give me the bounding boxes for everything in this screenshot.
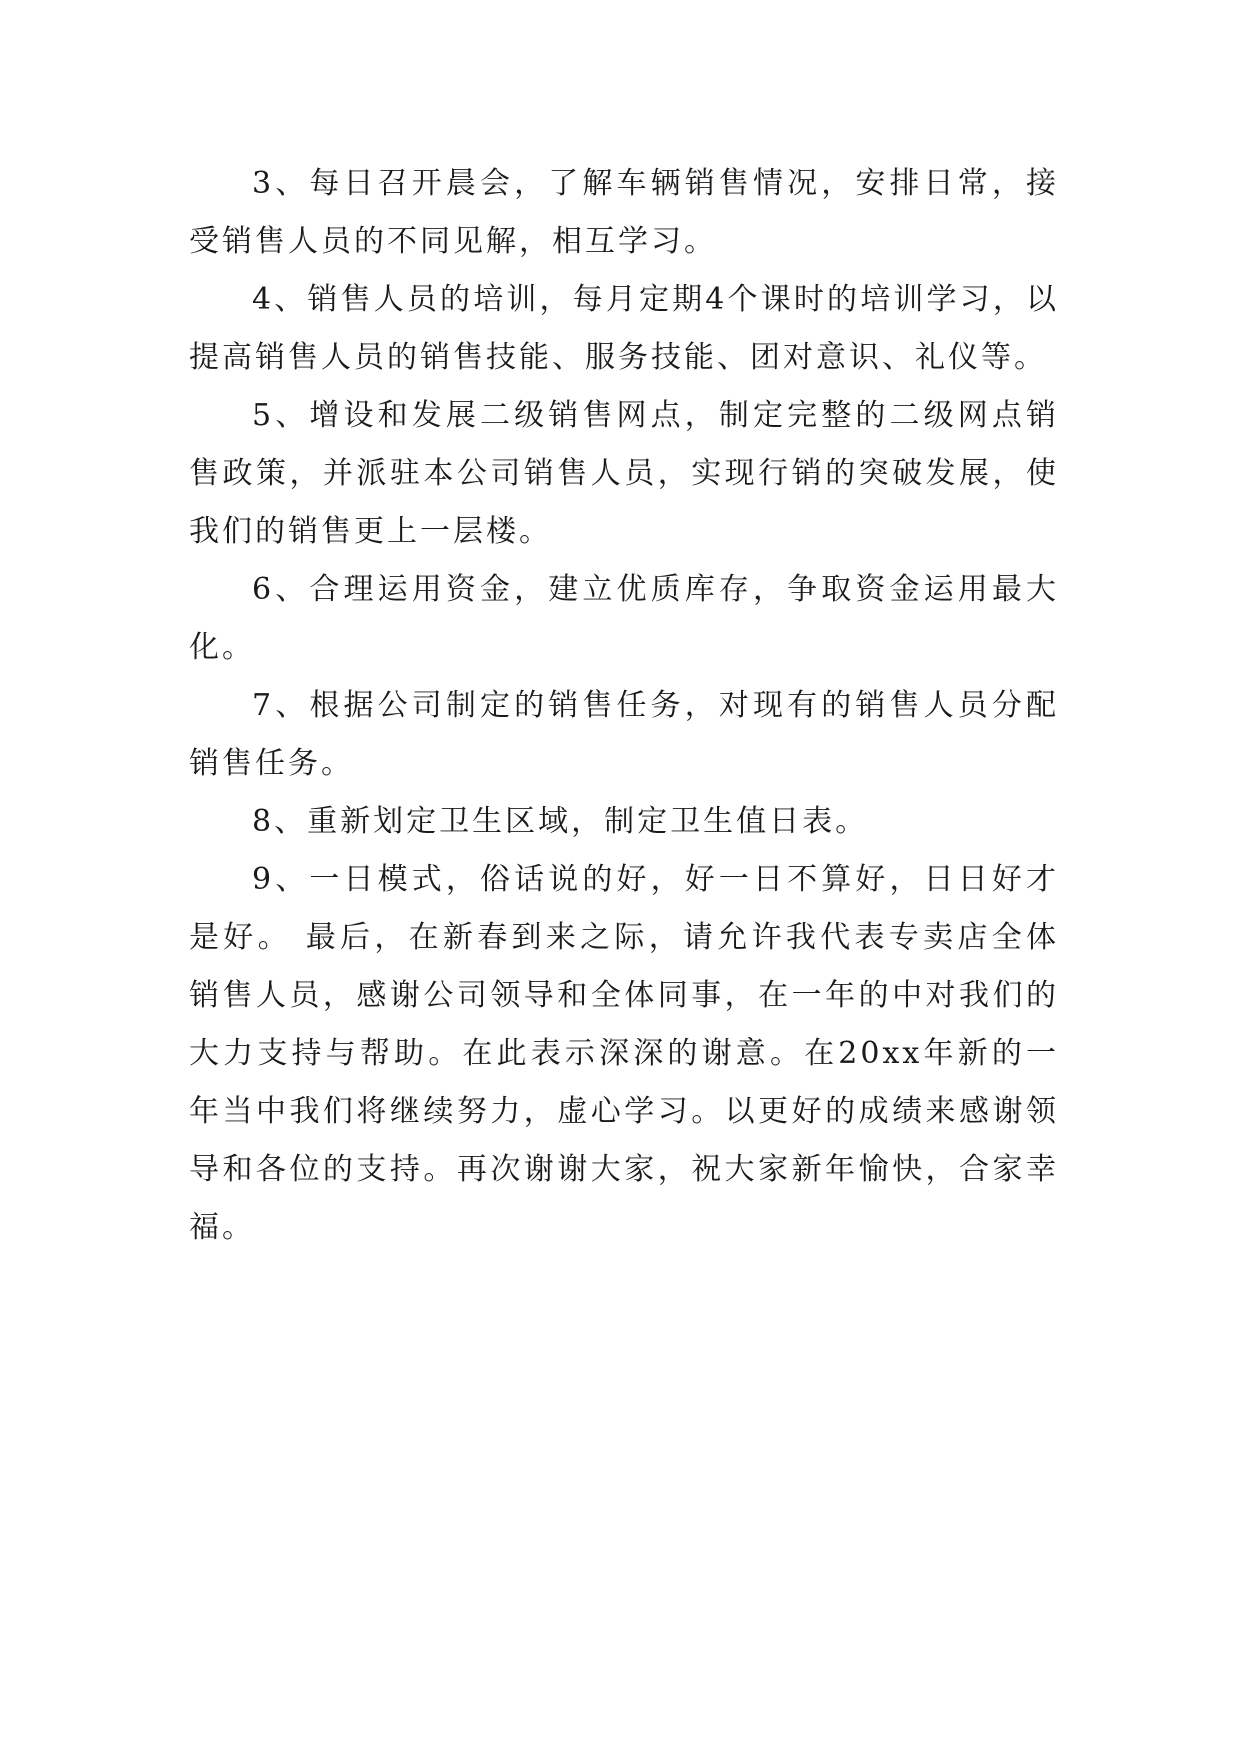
paragraph-item-6: 6、合理运用资金，建立优质库存，争取资金运用最大化。 <box>189 572 1059 665</box>
paragraph-item-3: 3、每日召开晨会，了解车辆销售情况，安排日常，接受销售人员的不同见解，相互学习。 <box>189 166 1059 259</box>
paragraph-item-7: 7、根据公司制定的销售任务，对现有的销售人员分配销售任务。 <box>189 688 1059 781</box>
paragraph-item-5: 5、增设和发展二级销售网点，制定完整的二级网点销售政策，并派驻本公司销售人员，实现行销的突破发展，使我们的销售更上一层楼。 <box>189 398 1059 549</box>
paragraph-item-8: 8、重新划定卫生区域，制定卫生值日表。 <box>252 804 869 839</box>
paragraph-item-9: 9、一日模式，俗话说的好，好一日不算好，日日好才是好。 最后，在新春到来之际，请允许我代表专卖店全体销售人员，感谢公司领导和全体同事，在一年的中对我们的大力支持与帮助。在此表示深深的谢意。在20xx年新的一年当中我们将继续努力，虚心学习。以更好的成绩来感谢领导和各位的支持。再次谢谢大家，祝大家新年愉快，合家幸福。 <box>189 862 1059 1245</box>
paragraph-item-4: 4、销售人员的培训，每月定期4个课时的培训学习，以提高销售人员的销售技能、服务技能、团对意识、礼仪等。 <box>189 282 1059 375</box>
document-body <box>189 155 1059 1257</box>
